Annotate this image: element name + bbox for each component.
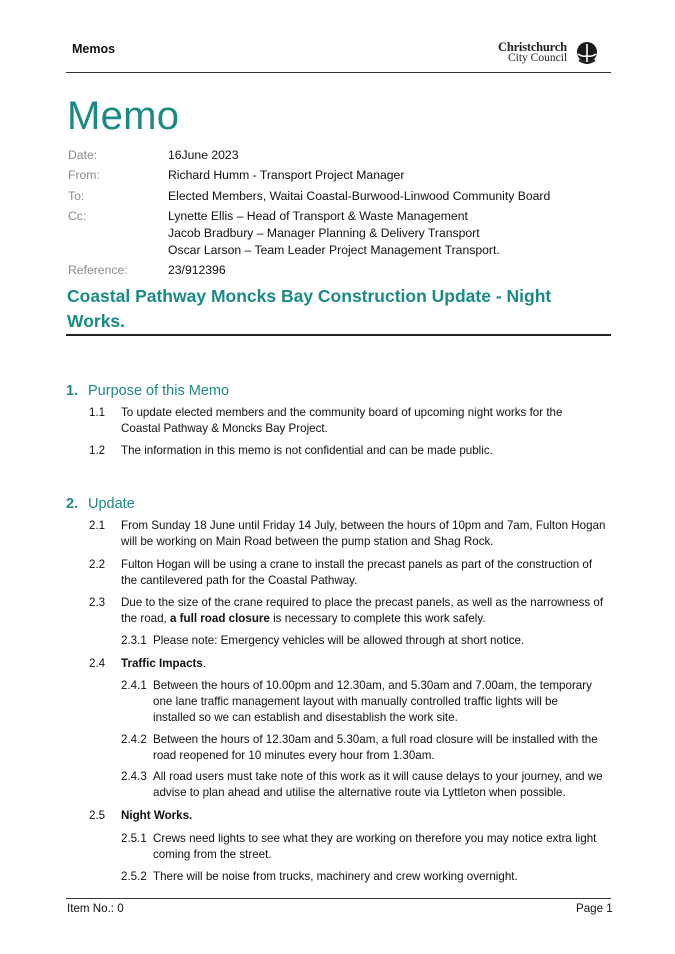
paragraph-number: 2.4.1 — [121, 679, 147, 692]
paragraph-line: Please note: Emergency vehicles will be allowed through at short notice. — [153, 634, 525, 647]
paragraph-line: All road users must take note of this work as it will cause delays to your journey, and we — [153, 770, 603, 783]
meta-from-label: From: — [68, 168, 100, 182]
meta-reference-value: 23/912396 — [168, 263, 226, 277]
paragraph-line: Crews need lights to see what they are working on therefore you may notice extra light — [153, 832, 597, 845]
christchurch-council-logo-icon — [575, 41, 599, 65]
paragraph-line: Between the hours of 10.00pm and 12.30am, and 5.30am and 7.00am, the temporary — [153, 679, 592, 692]
paragraph-number: 2.4.2 — [121, 733, 147, 746]
paragraph-line: To update elected members and the community board of upcoming night works for the — [121, 406, 563, 419]
paragraph-line: Coastal Pathway & Moncks Bay Project. — [121, 422, 328, 435]
footer-item-number: Item No.: 0 — [67, 902, 124, 915]
header-label: Memos — [72, 42, 116, 56]
paragraph-number: 2.1 — [89, 519, 106, 532]
paragraph-number: 1.1 — [89, 406, 106, 419]
paragraph-line: advise to plan ahead and utilise the alternative route via Lyttleton when possible. — [153, 786, 566, 799]
meta-to-value: Elected Members, Waitai Coastal-Burwood-Linwood Community Board — [168, 189, 551, 203]
paragraph-line — [121, 611, 603, 627]
paragraph-line: The information in this memo is not confidential and can be made public. — [121, 444, 493, 457]
paragraph-number: 2.4.3 — [121, 770, 147, 783]
paragraph-text — [121, 595, 603, 627]
emphasis-full-road-closure: a full road closure — [170, 612, 270, 625]
logo-line-2: City Council — [508, 52, 568, 64]
paragraph-line: road reopened for 10 minutes every hour from 1.30am. — [153, 749, 435, 762]
meta-date-label: Date: — [68, 148, 98, 162]
footer-page-number: Page 1 — [576, 902, 613, 915]
paragraph-line: Fulton Hogan will be using a crane to install the precast panels as part of the construction of — [121, 558, 593, 571]
paragraph-text — [121, 518, 605, 550]
meta-date-value: 16June 2023 — [168, 148, 239, 162]
footer-divider — [66, 898, 611, 899]
paragraph-number: 2.4 — [89, 657, 106, 670]
paragraph-line: Between the hours of 12.30am and 5.30am, a full road closure will be installed with the — [153, 733, 598, 746]
section-title: Update — [88, 496, 135, 512]
subheading-night-works: Night Works. — [121, 809, 193, 822]
paragraph-line: There will be noise from trucks, machinery and crew working overnight. — [153, 870, 518, 883]
document-title-line: Coastal Pathway Moncks Bay Construction Update - Night — [67, 286, 552, 306]
paragraph-text — [153, 869, 518, 885]
paragraph-text-run: is necessary to complete this work safely. — [269, 612, 486, 625]
paragraph-text-run: . — [202, 657, 207, 670]
paragraph-text — [153, 732, 598, 764]
paragraph-line: the cantilevered path for the Coastal Pathway. — [121, 574, 358, 587]
paragraph-text — [153, 678, 592, 726]
council-logo — [498, 40, 602, 68]
paragraph-text — [121, 808, 192, 824]
meta-reference-label: Reference: — [68, 263, 128, 277]
memo-title: Memo — [67, 94, 180, 138]
paragraph-line: one lane traffic management layout with manually controlled traffic lights will be — [153, 695, 558, 708]
paragraph-line: will be working on Main Road between the pump station and Shag Rock. — [121, 535, 494, 548]
paragraph-line — [121, 808, 192, 824]
paragraph-text — [153, 633, 524, 649]
section-title: Purpose of this Memo — [88, 383, 230, 399]
meta-from-value: Richard Humm - Transport Project Manager — [168, 168, 405, 182]
meta-cc-line: Oscar Larson – Team Leader Project Management Transport. — [168, 243, 500, 257]
paragraph-number: 2.3.1 — [121, 634, 147, 647]
paragraph-text — [153, 831, 596, 863]
paragraph-line: Due to the size of the crane required to place the precast panels, as well as the narrowness of — [121, 596, 604, 609]
subheading-traffic-impacts: Traffic Impacts — [121, 657, 203, 670]
paragraph-number: 2.5.2 — [121, 870, 147, 883]
document-title-line: Works. — [67, 311, 126, 331]
meta-cc-line: Jacob Bradbury – Manager Planning & Delivery Transport — [168, 226, 480, 240]
paragraph-line: coming from the street. — [153, 848, 272, 861]
paragraph-line — [121, 656, 206, 672]
meta-cc-line: Lynette Ellis – Head of Transport & Waste Management — [168, 209, 468, 223]
title-divider — [66, 334, 611, 336]
document-title — [67, 284, 607, 334]
paragraph-number: 2.5 — [89, 809, 106, 822]
section-number: 1. — [66, 383, 79, 399]
paragraph-text-run: the road, — [121, 612, 170, 625]
paragraph-text — [121, 405, 562, 437]
paragraph-number: 2.3 — [89, 596, 106, 609]
header-divider — [66, 72, 611, 73]
paragraph-line: From Sunday 18 June until Friday 14 July, between the hours of 10pm and 7am, Fulton Hogan — [121, 519, 606, 532]
paragraph-text — [121, 656, 206, 672]
logo-line-1: Christchurch — [498, 40, 567, 54]
paragraph-text — [121, 557, 592, 589]
paragraph-number: 1.2 — [89, 444, 106, 457]
paragraph-text — [153, 769, 603, 801]
meta-to-label: To: — [68, 189, 85, 203]
meta-cc-values — [168, 208, 608, 259]
paragraph-line: installed so we can establish and disestablish the work site. — [153, 711, 458, 724]
paragraph-number: 2.5.1 — [121, 832, 147, 845]
paragraph-number: 2.2 — [89, 558, 106, 571]
meta-cc-label: Cc: — [68, 209, 87, 223]
paragraph-text — [121, 443, 493, 459]
section-number: 2. — [66, 496, 79, 512]
